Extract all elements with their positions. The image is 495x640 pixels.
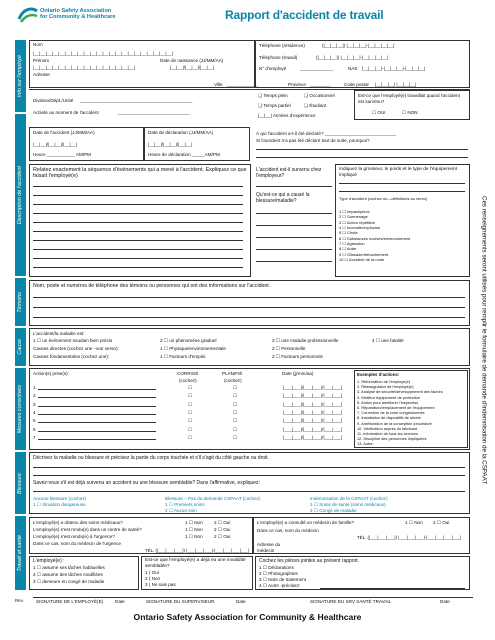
org-name-line2: for Community & Healthcare [40,14,116,21]
aucune-label: Aucune blessure (cochez) [33,496,87,501]
corrige-checkbox[interactable]: ☐ [188,401,193,407]
sig-srv[interactable]: SIGNATURE DU SRV SANTÉ TRAVAIL [310,599,392,604]
ou-survenu-label: L'accident est-il survenu chez l'employeur? [256,167,322,179]
pieces-label: Cochez les pièces jointes au présent rapport. [259,558,360,564]
fond-1[interactable]: 1 ☐ Facteurs d'emploi [160,354,206,359]
cause-opt4[interactable]: 4 ☐ une fatalité [372,338,404,343]
occasionnel-option[interactable]: ❑ Occasionnel [304,93,335,98]
type-accident-item[interactable]: 7 ☐ Agression [339,240,365,246]
employe-1[interactable]: 1 ☐ assume ses tâches habituelles [33,565,105,570]
date-declaration-field[interactable]: |__|__|/|__|__|/|__|__| [148,142,192,147]
planifie-checkbox[interactable]: ☐ [233,426,238,432]
sidebar-travail: Travail et santé [15,516,26,590]
piece-4[interactable]: 4 ☐ Autre -précisez: [259,583,301,588]
action-row-number: 7 [33,434,36,440]
type-accident-title: Type d'accident (cochez un—définitions au verso) [339,196,428,201]
sig-employe-date: Date [115,599,125,604]
causes-fond-label: Causes fondamentales (cochez une): [33,354,110,359]
prenom-label: Prénom [33,58,50,63]
planifie-checkbox[interactable]: ☐ [233,418,238,424]
code-postal-field[interactable]: |__|__|__| |__|__|__| [375,82,417,87]
indemn-1[interactable]: 1 ☐ Soins de santé (soins médicaux) [310,502,386,507]
indemn-label: Indemnisation de la CSPAAT (cochez) [310,496,388,501]
action-date-field[interactable]: |___|___|/|___|___|/|___|___| [283,418,343,424]
q2-non[interactable]: 1 ☐ Non [185,527,203,532]
division-field[interactable]: ____________________________________________ [80,98,193,103]
exemple-item: 13. Autre: [357,441,374,447]
action-row-number: 5 [33,418,36,424]
type-accident-item[interactable]: 9 ☐ Glissade/trébuchement [339,251,389,257]
a-qui-label[interactable]: À qui l'accident a-t-il été déclaré? ____________________________ [256,131,397,136]
consulte-oui[interactable]: 2 ☐ Oui [433,520,450,525]
invalidite-label: Est-ce que l'employé(e) a déjà eu une invalidité semblable? [145,558,246,569]
planifie-checkbox[interactable]: ☐ [233,401,238,407]
corrige-checkbox[interactable]: ☐ [188,426,193,432]
cause-opt1[interactable]: 1 ☐ un événement soudain bien précis [33,338,113,343]
tel-medecin-field[interactable]: TÉL. (|___|___|___|) |___|___|___|-|___|___|___|___| [357,535,462,540]
tel-urgence-field[interactable]: TÉL. (|___|___|___|) |___|___|___|-|___|___|___|___| [145,548,250,553]
heure-label[interactable]: Heure ___________ AM/PM [33,152,91,157]
q2-label: L'employé(e) s'est rendu(e) dans un centre de santé? [33,527,142,532]
blessure-2[interactable]: 2 ☐ Aucun soin [165,508,197,513]
piece-3[interactable]: 3 ☐ Note de traitement [259,577,307,582]
page-title: Rapport d'accident de travail [225,8,384,22]
code-postal-label: Code postal [344,82,369,87]
exemple-item: 1. Reformation de l'employé(e) [357,379,411,384]
corrige-header: CORRIGÉ [177,371,199,376]
prenom-field[interactable]: |__|__|__|__|__|__|__|__|__|__|__|__|__|__|__|__| [33,65,136,70]
nom-label: Nom [33,42,43,47]
action-date-field[interactable]: |___|___|/|___|___|/|___|___| [283,385,343,390]
sidebar-mesures: Mesures correctives [15,368,26,450]
travaillait-question: Est-ce que l'employé(e) travaillait quand l'accident est survenu? [358,93,460,104]
corrige-checkbox[interactable]: ☐ [188,434,193,440]
type-accident-item[interactable]: 5 ☐ Chute [339,230,358,236]
action-row-number: 6 [33,426,36,432]
sidebar-temoins: Témoins [15,278,26,326]
activite-field[interactable]: ____________________________ [118,110,190,115]
cause-opt3[interactable]: 3 ☐ une maladie professionnelle [272,338,339,343]
adresse-medecin-label: Adresse du [257,542,281,547]
exemple-item: 2. Réassignation de l'employé(e) [357,384,414,390]
planifie-checkbox[interactable]: ☐ [233,409,238,415]
type-accident-item[interactable]: 8 ☐ Autre [339,246,357,252]
exemple-item: 9. Amélioration de la conception /procédure [357,420,432,426]
nom-med2-label: Dans ce cas, nom du médecin [257,528,319,533]
temps-plein-option[interactable]: ❑ Temps plein [258,93,288,98]
sig-superviseur-date: Date [236,599,246,604]
invalidite-1[interactable]: 1 ( Oui [145,570,159,575]
exemple-item: 11. Information de tous les services [357,430,418,436]
type-accident-list[interactable] [339,209,410,262]
exemple-item: 5. Action pour améliorer l'inspection [357,399,419,405]
exemples-list [357,379,443,446]
q3-non[interactable]: 1 ☐ Non [185,534,203,539]
date-header: Date (jj/mm/aa) [282,371,314,376]
action-row-number: 4 [33,409,36,415]
action-row-line[interactable] [38,414,156,415]
actions-label: Action(s) prise(s): [33,371,69,376]
date-declaration-label: Date de déclaration (JJ/MM/AA) [148,130,214,135]
oui-option[interactable]: ☐ OUI [372,110,386,115]
si-declare-label: Si l'accident n'a pas été déclaré tout de suite, pourquoi? [256,138,370,143]
exemples-title: Exemples d'actions: [357,372,400,377]
sidebar-cause: Cause [15,328,26,366]
province-field: ________ [310,82,331,87]
q3-label: L'employé(e) s'est rendu(e) à l'urgence? [33,534,115,539]
decrivez-label: Décrivez la maladie ou blessure et précisez la partie du corps touchée et s'il s'agit du côté gauche ou droit. [33,455,269,461]
employe-label: L'employé(e) : [33,558,65,564]
directe-2[interactable]: 2 ☐ Personnelle [272,346,306,351]
sidebar-info: Info sur l'employé [15,40,26,112]
blessure-label: Blessure – Pas de demande CSPAAT (cochez) [165,496,261,501]
nom-field[interactable]: |__|__|__|__|__|__|__|__|__|__|__|__|__|__|__|__|__|__|__|__|__|__| [33,51,173,56]
corrige-checkbox[interactable]: ☐ [188,409,193,415]
causes-directes-label: Causes directes (cochez une –voir verso): [33,346,119,351]
q3-oui[interactable]: 2 ☐ Oui [214,534,231,539]
type-accident-item[interactable]: 4 ☐ Incendie/explosion [339,224,381,230]
date-accident-label: Date de l'accident (JJ/MM/AA) [33,130,95,135]
footer-org-name: Ontario Safety Association for Community & Healthcare [133,612,362,622]
cause-opt2[interactable]: 2 ☐ un phénomène graduel [160,338,217,343]
q1-oui[interactable]: 2 ☐ Oui [214,520,231,525]
corrige-checkbox[interactable]: ☐ [188,418,193,424]
province-label: Province [288,82,306,87]
action-row-line[interactable] [38,422,156,423]
action-date-field[interactable]: |___|___|/|___|___|/|___|___| [283,393,343,399]
logo [17,5,39,25]
planifie-checkbox[interactable]: ☐ [233,385,238,390]
nom-med-label: Dans ce cas, nom du médecin de l'urgence [33,541,121,546]
heure-declaration-label[interactable]: Heure de déclaration _____AM/PM [148,152,220,157]
type-accident-item[interactable]: 10 ☐ Accident de la route [339,256,385,262]
corrige-checkbox[interactable]: ☐ [188,385,193,390]
action-row-line[interactable] [38,406,156,407]
exemple-item: 6. Réparation/remplacement de l'équipement [357,404,435,410]
action-date-field[interactable]: |___|___|/|___|___|/|___|___| [283,401,343,407]
planifie-cochez: (cochez) [224,378,242,383]
nas-field[interactable]: |__|__|__|-|__|__|__|-|__|__|__| [362,66,426,71]
indiquez-label: Indiquez la grosseur, le poids et le type de l'équipement impliqué [339,167,457,178]
tel-residence-field[interactable]: (|__|__|__|) |__|__|__|-|__|__|__|__| [322,43,395,48]
corrige-cochez: (cochez) [179,378,197,383]
tel-travail-label: Téléphone (travail) [259,55,298,60]
non-option[interactable]: ☐ NON [402,110,418,115]
qu-est-label: Qu'est-ce qui a causé la blessure/maladie? [256,192,310,204]
planifie-checkbox[interactable]: ☐ [233,434,238,440]
planifie-header: PLANIFIÉ [222,371,243,376]
invalidite-2[interactable]: 2 ( Non [145,576,161,581]
q2-oui[interactable]: 2 ☐ Oui [214,527,231,532]
action-row-number: 2 [33,393,36,399]
action-row-line[interactable] [38,397,156,398]
action-row-number: 3 [33,401,36,407]
q1-label: L'employé(e) a obtenu des soins médicaux? [33,520,123,525]
action-row-line[interactable] [38,439,156,440]
q1-non[interactable]: 1 ☐ Non [185,520,203,525]
employee-info-box [29,40,255,88]
division-label: Division/Dépt./Unité [33,98,74,103]
cause-label: L'accident/la maladie est: [33,331,85,336]
etudiant-option[interactable]: ❑ Étudiant [304,103,327,108]
ville-field: ____________ [227,82,258,87]
medecin-label: médecin [257,548,275,553]
dob-label: Date de naissance (JJ/MM/AA) [160,58,224,63]
temoins-label: Nom, poste et numéros de téléphone des témoins ou personnes qui ont des informations sur l'accident. [33,283,271,289]
sidebar-description: Description de l'accident [15,114,26,276]
action-row-line[interactable] [38,431,156,432]
temps-partiel-option[interactable]: ❑ Temps partiel [258,103,291,108]
sidebar-blessure: Blessure [15,452,26,514]
action-date-field[interactable]: |___|___|/|___|___|/|___|___| [283,409,343,415]
consulte-label: L'employé(e) a consulté un médecin de famille? [257,520,355,525]
exemple-item: 3. Analyse de sécurité/développement des tâches [357,389,443,395]
fond-2[interactable]: 2 ☐ Facteurs personnels [272,354,323,359]
exemple-item: 7. Correction de la zone congestionnée [357,410,425,416]
action-row-line[interactable] [38,389,156,390]
employe-3[interactable]: 3 ☐ demeure en congé de maladie [33,579,105,584]
action-date-field[interactable]: |___|___|/|___|___|/|___|___| [283,434,343,440]
planifie-checkbox[interactable]: ☐ [233,393,238,399]
invalidite-3[interactable]: 3 ( Ne sais pas [145,582,176,587]
corrige-checkbox[interactable]: ☐ [188,393,193,399]
action-date-field[interactable]: |___|___|/|___|___|/|___|___| [283,426,343,432]
sig-superviseur[interactable]: SIGNATURE DU SUPERVISEUR [146,599,215,604]
no-employe-label: N° d'employé [259,66,287,71]
aucune-1[interactable]: 1 ☐ Situation dangereuse [33,502,86,507]
exemple-item: 10. Vérification auprès du fabricant [357,425,418,431]
indemn-2[interactable]: 2 ☐ Congé de maladie [310,508,357,513]
exemple-item: 4. Meilleur équipement de protection [357,394,420,400]
type-accident-item[interactable]: 6 ☐ Substances nocives/environnement [339,235,411,241]
type-accident-item[interactable]: 1 ☐ Impact/pièce [339,209,370,214]
right-side-note: Ces renseignements seront utilisés pour remplir le formulaire de demande d'indemnisation de la CSPAAT [480,195,488,485]
employe-2[interactable]: 2 ☐ assume des tâches modifiées [33,572,103,577]
dob-field[interactable]: |__|__|/|__|__|/|__|__| [170,65,214,70]
savez-vous-label: Savez-vous s'il est déjà survenu un accident ou une blessure semblable? Dans l'affirmative, expliquez: [33,480,260,486]
adresse-label: Adresse [33,72,50,77]
org-name-line1: Ontario Safety Association [40,8,112,14]
relatez-label: Relatez exactement la séquence d'événements qui a mené à l'accident. Expliquez ce que faisait l'employé(e) [33,167,247,180]
activite-label: Activité au moment de l'accident [33,110,99,115]
date-accident-field[interactable]: |__|__|/|__|__|/|__|__| [33,142,77,147]
rev-label: Rev. [15,598,24,603]
sig-srv-date: Date [440,599,450,604]
description-box [29,164,251,277]
annees-exp-field[interactable]: |__|__| Années d'expérience [258,113,316,118]
tel-residence-label: Téléphone (résidence) [259,43,305,48]
type-accident-item[interactable]: 2 ☐ Surmenage [339,214,368,220]
piece-1[interactable]: 1 ☐ Déclarations [259,565,294,570]
sig-employe[interactable]: SIGNATURE DE L'EMPLOYÉ(E) [36,599,104,604]
consulte-non[interactable]: 1 ☐ Non [405,520,423,525]
type-accident-item[interactable]: 3 ☐ Action répétitive [339,219,376,225]
exemple-item: 8. Installation de dispositifs de sûreté [357,415,421,421]
ville-label: Ville [214,82,223,87]
directe-1[interactable]: 1 ☐ Physique/environnementale [160,346,226,351]
exemple-item: 12. Discipline des personnes impliquées [357,436,427,442]
tel-travail-field[interactable]: (|__|__|__|) |__|__|__|-|__|__|__|__| [316,55,389,60]
blessure-1[interactable]: 1 ☐ Premiers soins [165,502,205,507]
piece-2[interactable]: 2 ☐ Photographies [259,571,298,576]
no-employe-field[interactable]: _____________ [300,66,334,71]
nas-label: NAS [348,66,358,71]
action-row-number: 1 [33,385,36,390]
